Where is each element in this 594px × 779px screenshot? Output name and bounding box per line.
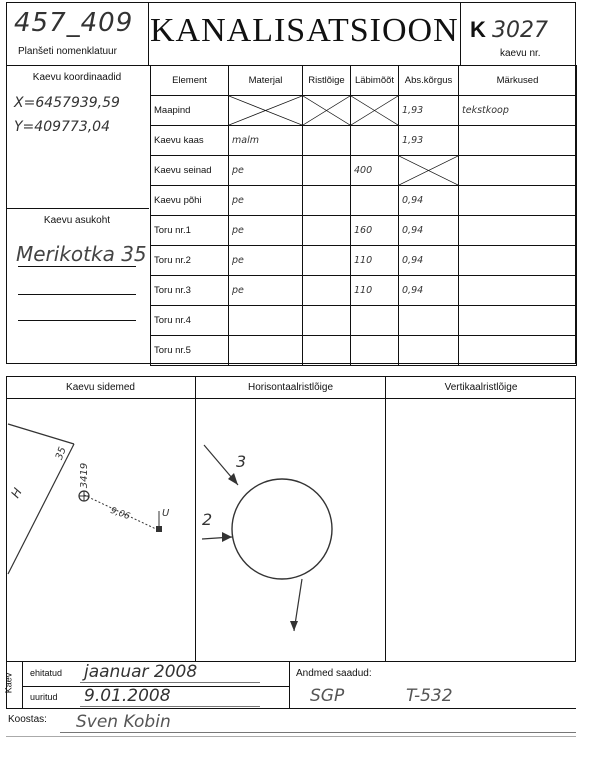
coords-label: Kaevu koordinaadid: [32, 72, 122, 83]
cell-diameter: 160: [351, 216, 399, 246]
well-label: kaevu nr.: [500, 48, 541, 59]
well-table: [150, 65, 576, 364]
nomenclature-value: 457_409: [14, 8, 134, 38]
cell-notes: [459, 156, 577, 186]
coord-x: X=6457939,59: [14, 95, 120, 111]
measured-value: 9.01.2008: [84, 686, 171, 706]
table-row: [151, 336, 577, 366]
measured-underline: [80, 706, 260, 707]
cell-cross-section: [303, 186, 351, 216]
cell-diameter: [351, 126, 399, 156]
col-header-material: Materjal: [229, 66, 303, 96]
cell-crossed: [303, 96, 351, 126]
cell-cross-section: [303, 276, 351, 306]
cell-abs: 1,93: [399, 96, 459, 126]
table-row: [151, 306, 577, 336]
built-underline: [80, 682, 260, 683]
cell-abs: 0,94: [399, 276, 459, 306]
cell-notes: [459, 216, 577, 246]
cell-cross-section: [303, 336, 351, 366]
author-underline: [60, 732, 576, 733]
location-label: Kaevu asukoht: [43, 215, 111, 226]
author-label: Koostas:: [8, 714, 47, 725]
well-number: 3027: [492, 18, 548, 43]
cell-material: [229, 336, 303, 366]
cell-notes: [459, 186, 577, 216]
cell-cross-section: [303, 156, 351, 186]
cell-crossed: [351, 96, 399, 126]
table-header-row: [151, 66, 577, 96]
cell-material: pe: [229, 246, 303, 276]
cell-element: Toru nr.5: [151, 336, 229, 366]
col-header-notes: Märkused: [459, 66, 577, 96]
divider: [6, 208, 149, 209]
sketch-label-h: H: [8, 485, 25, 501]
cell-element: Toru nr.3: [151, 276, 229, 306]
table-row: [151, 96, 577, 126]
cell-abs: 0,94: [399, 246, 459, 276]
table-row: [151, 126, 577, 156]
well-letter: K: [470, 17, 486, 42]
divider: [6, 708, 576, 709]
data-source-value-2: T-532: [406, 686, 453, 706]
location-value: Merikotka 35: [16, 242, 147, 266]
cell-material: pe: [229, 216, 303, 246]
cell-notes: [459, 246, 577, 276]
cell-abs: 0,94: [399, 186, 459, 216]
cell-abs: 0,94: [399, 216, 459, 246]
table-row: [151, 186, 577, 216]
cell-cross-section: [303, 306, 351, 336]
cell-element: Toru nr.1: [151, 216, 229, 246]
page-bottom-line: [6, 736, 576, 737]
data-source-label: Andmed saadud:: [296, 668, 372, 679]
cell-notes: [459, 306, 577, 336]
table-row: [151, 216, 577, 246]
divider: [289, 662, 290, 708]
cell-cross-section: [303, 126, 351, 156]
divider: [460, 2, 461, 66]
cell-crossed: [399, 156, 459, 186]
cell-material: [229, 306, 303, 336]
cell-element: Kaevu seinad: [151, 156, 229, 186]
col-header-abs-height: Abs.kõrgus: [399, 66, 459, 96]
cell-abs: [399, 306, 459, 336]
cell-diameter: 400: [351, 156, 399, 186]
author-value: Sven Kobin: [76, 712, 171, 732]
col-header-cross-section: Ristlõige: [303, 66, 351, 96]
data-source-value-1: SGP: [310, 686, 345, 706]
cell-abs: 1,93: [399, 126, 459, 156]
nomenclature-label: Planšeti nomenklatuur: [18, 46, 117, 57]
cell-material: malm: [229, 126, 303, 156]
cell-notes: tekstkoop: [459, 96, 577, 126]
location-underline: [18, 320, 136, 321]
coord-y: Y=409773,04: [14, 119, 110, 135]
table-row: [151, 246, 577, 276]
cell-material: pe: [229, 276, 303, 306]
cell-cross-section: [303, 246, 351, 276]
cell-element: Kaevu põhi: [151, 186, 229, 216]
cell-diameter: [351, 306, 399, 336]
cell-notes: [459, 336, 577, 366]
location-underline: [18, 266, 136, 267]
table-row: [151, 156, 577, 186]
cell-diameter: 110: [351, 276, 399, 306]
cell-notes: [459, 276, 577, 306]
built-value: jaanuar 2008: [84, 662, 198, 682]
connections-sketch: [6, 399, 195, 661]
measured-label: uuritud: [30, 692, 58, 702]
built-label: ehitatud: [30, 668, 63, 678]
sketch-label-num: 3419: [79, 462, 91, 489]
cell-element: Kaevu kaas: [151, 126, 229, 156]
section-connections-title: Kaevu sidemed: [66, 382, 135, 393]
page-title: KANALISATSIOON: [150, 12, 459, 49]
sketch-label-3: 3: [236, 452, 247, 471]
cell-material: pe: [229, 186, 303, 216]
col-header-element: Element: [151, 66, 229, 96]
cell-crossed: [229, 96, 303, 126]
cell-notes: [459, 126, 577, 156]
cell-abs: [399, 336, 459, 366]
cell-diameter: [351, 336, 399, 366]
divider: [22, 662, 23, 708]
sketch-label-35: 35: [54, 445, 69, 462]
cell-cross-section: [303, 216, 351, 246]
cell-element: Toru nr.4: [151, 306, 229, 336]
cell-element: Toru nr.2: [151, 246, 229, 276]
col-header-diameter: Läbimõõt: [351, 66, 399, 96]
divider: [385, 376, 386, 662]
cell-diameter: [351, 186, 399, 216]
sketch-label-dist: 9,06: [108, 505, 132, 523]
kaev-label: Kaev: [3, 672, 14, 694]
sketch-label-u: U: [162, 508, 170, 519]
cell-element: Maapind: [151, 96, 229, 126]
section-horizontal-title: Horisontaalristlõige: [247, 382, 334, 393]
location-underline: [18, 294, 136, 295]
sketch-label-2: 2: [202, 510, 213, 529]
table-row: [151, 276, 577, 306]
section-vertical-title: Vertikaalristlõige: [444, 382, 518, 393]
cell-material: pe: [229, 156, 303, 186]
divider: [148, 2, 149, 66]
cell-diameter: 110: [351, 246, 399, 276]
horizontal-sketch: [196, 399, 385, 661]
